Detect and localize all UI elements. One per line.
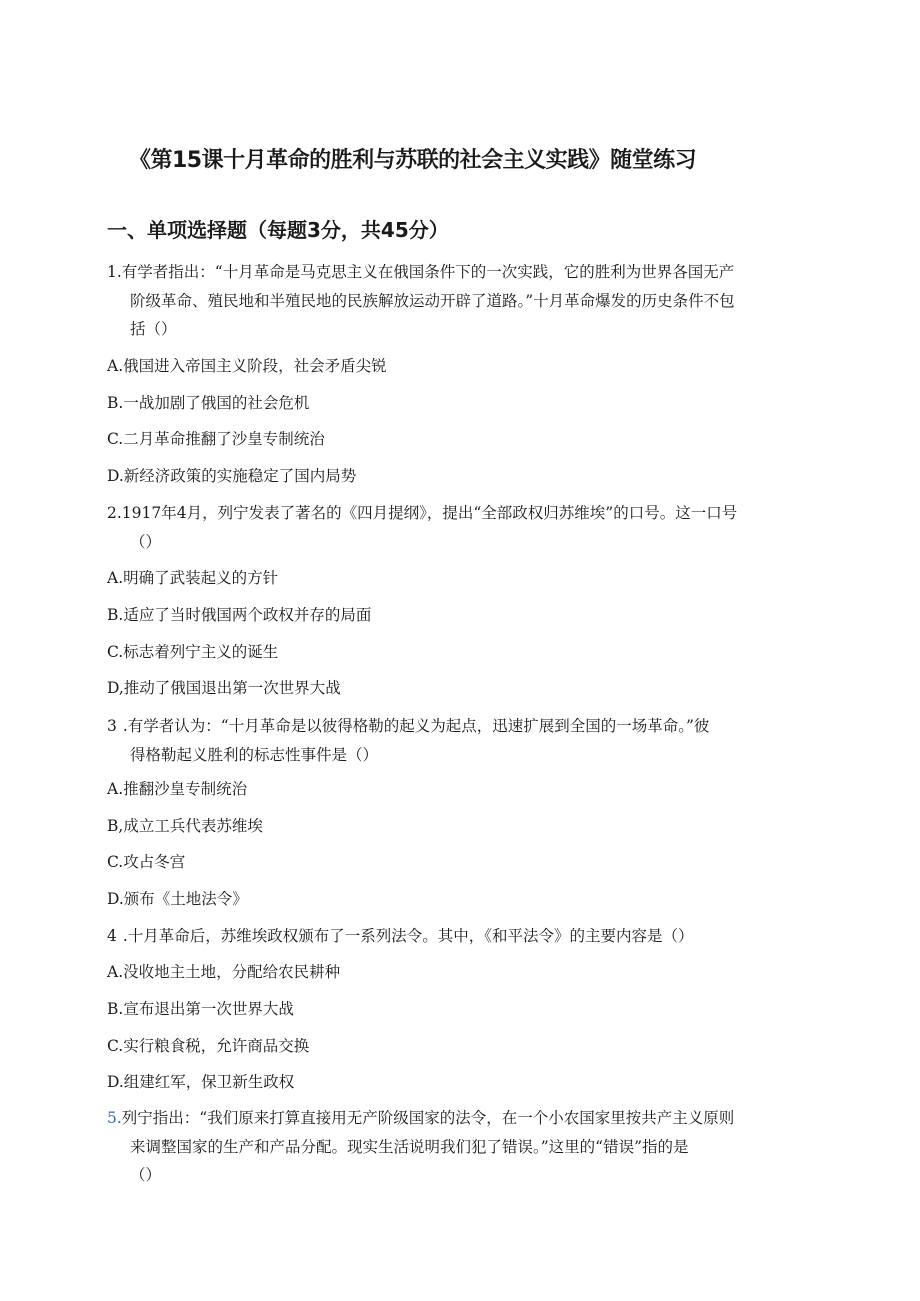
question-3 [107, 712, 815, 769]
question-text-line: 得格勒起义胜利的标志性事件是（） [130, 745, 379, 764]
question-text-line: 来调整国家的生产和产品分配。现实生活说明我们犯了错误。”这里的“错误”指的是 [130, 1137, 689, 1156]
option: B.适应了当时俄国两个政权并存的局面 [107, 606, 372, 624]
option: D.颁布《土地法令》 [107, 890, 248, 908]
question-number: 4 [107, 927, 117, 945]
option: B.宣布退出第一次世界大战 [107, 1000, 294, 1018]
page-title: 《第15课十月革命的胜利与苏联的社会主义实践》随堂练习 [129, 148, 697, 173]
option: A.明确了武装起义的方针 [107, 569, 279, 587]
question-text-line: .十月革命后，苏维埃政权颁布了一系列法令。其中，《和平法令》的主要内容是（） [122, 927, 694, 945]
option: D.新经济政策的实施稳定了国内局势 [107, 467, 357, 485]
question-number: 3 [107, 717, 117, 735]
question-text-line: 1917年4月，列宁发表了著名的《四月提纲》，提出“全部政权归苏维埃”的口号。这一口号 [121, 504, 738, 522]
question-5 [107, 1104, 815, 1190]
option: D,推动了俄国退出第一次世界大战 [107, 679, 341, 697]
section-heading: 一、单项选择题（每题3分，共45分） [107, 218, 449, 242]
question-text-line: 括（） [130, 320, 177, 338]
option: A.没收地主土地，分配给农民耕种 [107, 963, 341, 981]
option: C.标志着列宁主义的诞生 [107, 643, 279, 661]
question-text-line: 有学者指出：“十月革命是马克思主义在俄国条件下的一次实践，它的胜利为世界各国无产 [121, 263, 735, 281]
option: D.组建红军，保卫新生政权 [107, 1073, 295, 1091]
option: A.推翻沙皇专制统治 [107, 780, 248, 798]
question-text-line: 列宁指出：“我们原来打算直接用无产阶级国家的法令，在一个小农国家里按共产主义原则 [121, 1109, 735, 1127]
option: B.一战加剧了俄国的社会危机 [107, 394, 310, 412]
question-2 [107, 499, 815, 556]
option: C.攻占冬宫 [107, 853, 186, 871]
option: C.二月革命推翻了沙皇专制统治 [107, 430, 325, 448]
question-number: 1. [107, 263, 122, 281]
question-number: 2. [107, 504, 122, 522]
question-text-line: .有学者认为：“十月革命是以彼得格勒的起义为起点，迅速扩展到全国的一场革命。”彼 [122, 717, 710, 735]
question-text-line: 阶级革命、殖民地和半殖民地的民族解放运动开辟了道路。”十月革命爆发的历史条件不包 [130, 291, 735, 310]
option: B,成立工兵代表苏维埃 [107, 817, 263, 835]
question-4 [107, 922, 815, 951]
question-text-line: （） [130, 1166, 162, 1184]
option: A.俄国进入帝国主义阶段，社会矛盾尖锐 [107, 357, 387, 375]
question-number: 5. [107, 1109, 122, 1127]
option: C.实行粮食税，允许商品交换 [107, 1037, 310, 1055]
question-text-line: （） [130, 532, 162, 551]
question-1 [107, 258, 815, 344]
